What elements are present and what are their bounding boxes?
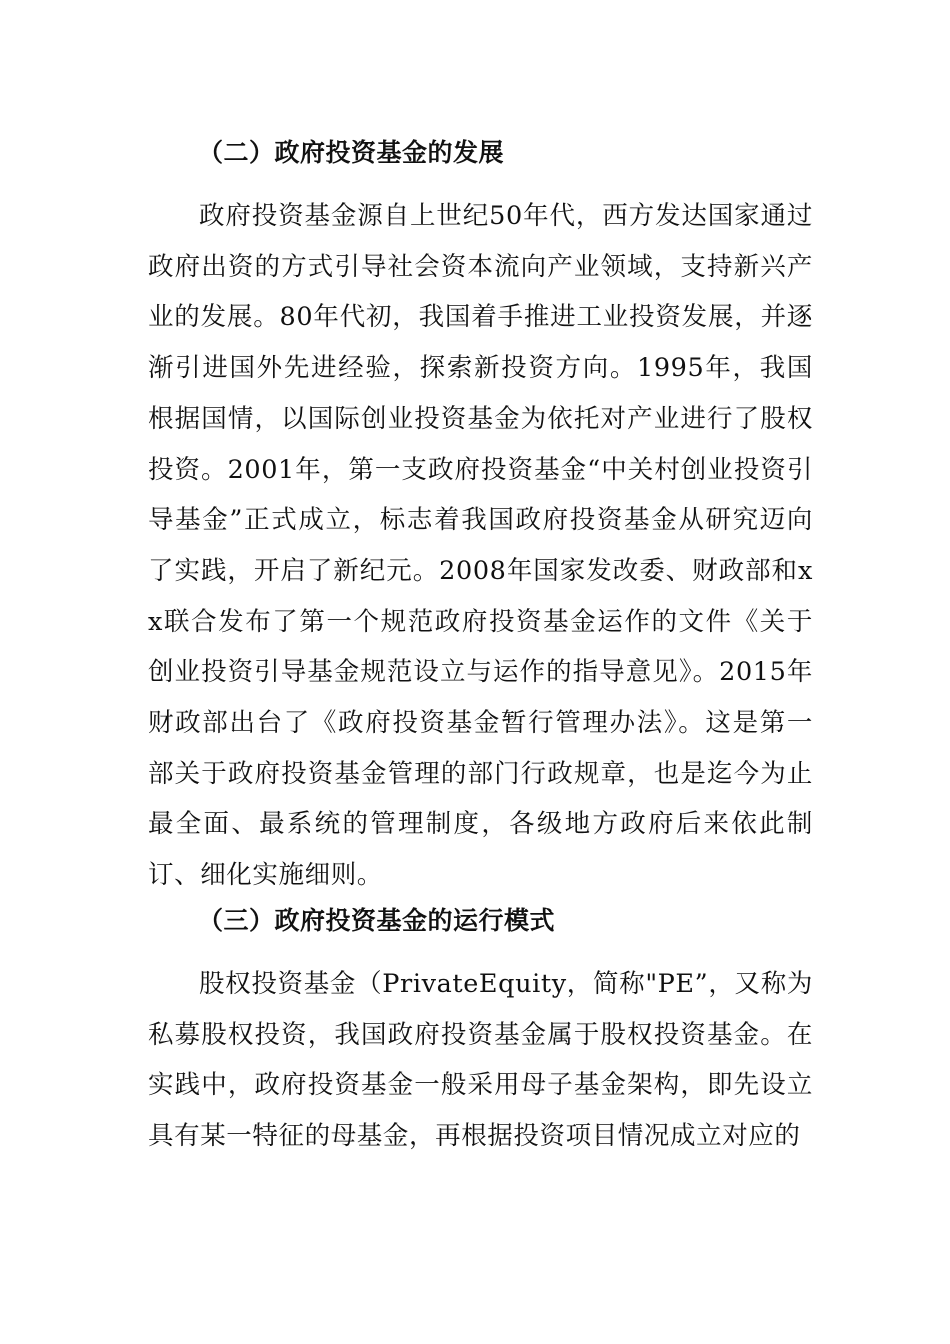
- section-heading: （二）政府投资基金的发展: [198, 138, 505, 167]
- body-paragraph: 股权投资基金（PrivateEquity，简称"PE”，又称为私募股权投资，我国政府投资基金属于股权投资基金。在实践中，政府投资基金一般采用母子基金架构，即先设立具有某一特征的母基金，再根据投资项目情况成立对应的: [148, 969, 813, 1152]
- body-paragraph: 政府投资基金源自上世纪50年代，西方发达国家通过政府出资的方式引导社会资本流向产业领域，支持新兴产业的发展。80年代初，我国着手推进工业投资发展，并逐渐引进国外先进经验，探索新投资方向。1995年，我国根据国情，以国际创业投资基金为依托对产业进行了股权投资。2001年，第一支政府投资基金“中关村创业投资引导基金”正式成立，标志着我国政府投资基金从研究迈向了实践，开启了新纪元。2008年国家发改委、财政部和xx联合发布了第一个规范政府投资基金运作的文件《关于创业投资引导基金规范设立与运作的指导意见》。2015年财政部出台了《政府投资基金暂行管理办法》。这是第一部关于政府投资基金管理的部门行政规章，也是迄今为止最全面、最系统的管理制度，各级地方政府后来依此制订、细化实施细则。: [148, 201, 813, 891]
- section-heading: （三）政府投资基金的运行模式: [198, 906, 556, 935]
